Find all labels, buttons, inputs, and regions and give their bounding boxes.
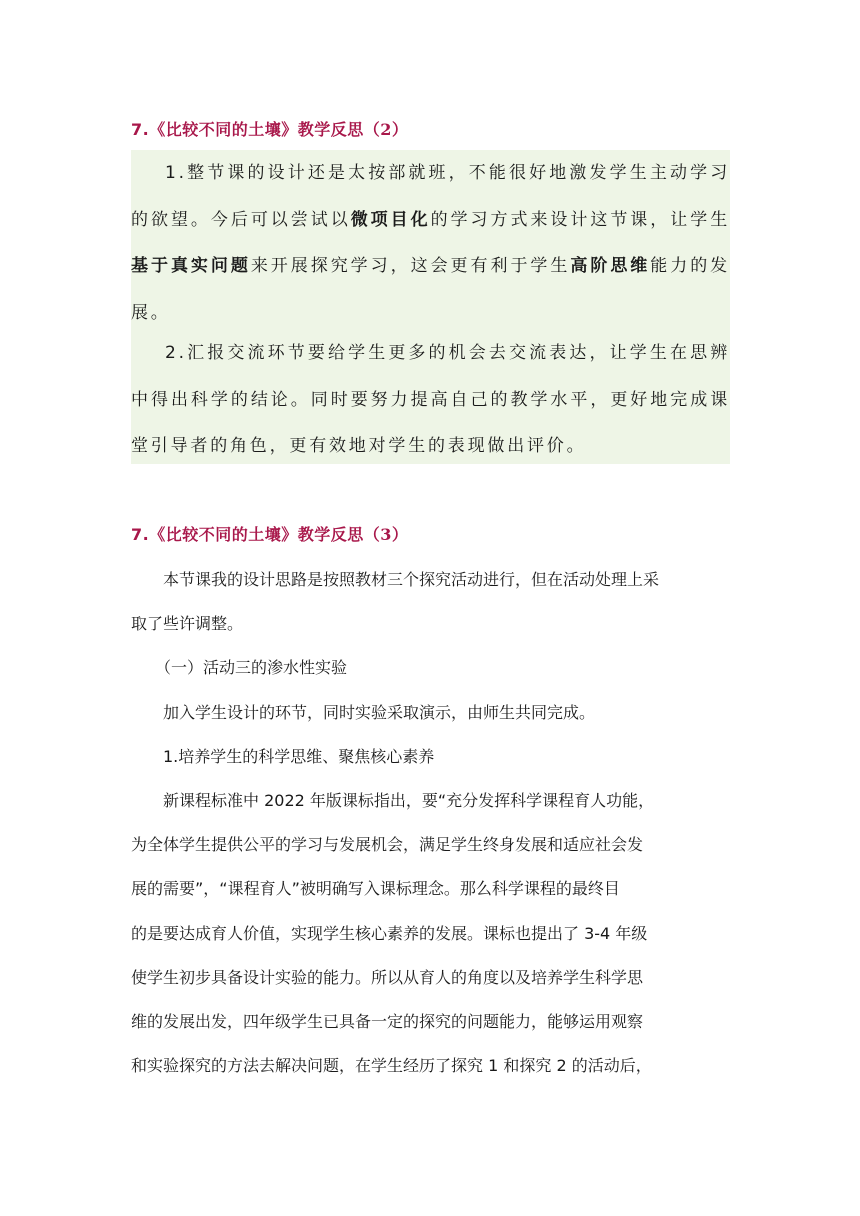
body-line: 本节课我的设计思路是按照教材三个探究活动进行，但在活动处理上采	[163, 570, 660, 589]
body-line: 维的发展出发，四年级学生已具备一定的探究的问题能力，能够运用观察	[131, 1012, 644, 1032]
body-line: 的是要达成育人价值，实现学生核心素养的发展。课标也提出了 3-4 年级	[131, 923, 648, 943]
heading-text: 《比较不同的土壤》教学反思（3）	[149, 525, 409, 544]
section-heading-3	[131, 522, 408, 545]
body-line: 展的需要”，“课程育人”被明确写入课标理念。那么科学课程的最终目	[131, 879, 620, 899]
section-heading-2	[131, 117, 408, 140]
reflection-paragraph-1: 1.整节课的设计还是太按部就班，不能很好地激发学生主动学习的欲望。今后可以尝试以微项目化的学习方式来设计这节课，让学生基于真实问题来开展探究学习，这会更有利于学生高阶思维能力的发展。	[131, 163, 730, 323]
reflection-body-3	[131, 558, 730, 1088]
subheading-point-1: 1.培养学生的科学思维、聚焦核心素养	[163, 746, 435, 766]
heading-number: 7.	[131, 120, 150, 139]
body-line: 和实验探究的方法去解决问题，在学生经历了探究 1 和探究 2 的活动后，	[131, 1056, 652, 1076]
bold-term-higher-order-thinking: 高阶思维	[570, 256, 651, 276]
bold-term-real-problem: 基于真实问题	[131, 256, 251, 276]
reflection-paragraph-2: 2.汇报交流环节要给学生更多的机会去交流表达，让学生在思辨中得出科学的结论。同时要努力提高自己的教学水平，更好地完成课堂引导者的角色，更有效地对学生的表现做出评价。	[131, 343, 730, 456]
heading-text: 《比较不同的土壤》教学反思（2）	[149, 120, 409, 139]
body-line: 新课程标准中 2022 年版课标指出，要“充分发挥科学课程育人功能，	[163, 791, 655, 811]
body-line: 使学生初步具备设计实验的能力。所以从育人的角度以及培养学生科学思	[131, 967, 644, 987]
body-line: 为全体学生提供公平的学习与发展机会，满足学生终身发展和适应社会发	[131, 835, 644, 855]
heading-number: 7.	[131, 525, 150, 544]
body-line: 取了些许调整。	[131, 614, 244, 634]
bold-term-micro-project: 微项目化	[350, 209, 431, 230]
body-line: 加入学生设计的环节，同时实验采取演示，由师生共同完成。	[163, 702, 596, 722]
subheading-activity-3: （一）活动三的渗水性实验	[155, 658, 348, 678]
